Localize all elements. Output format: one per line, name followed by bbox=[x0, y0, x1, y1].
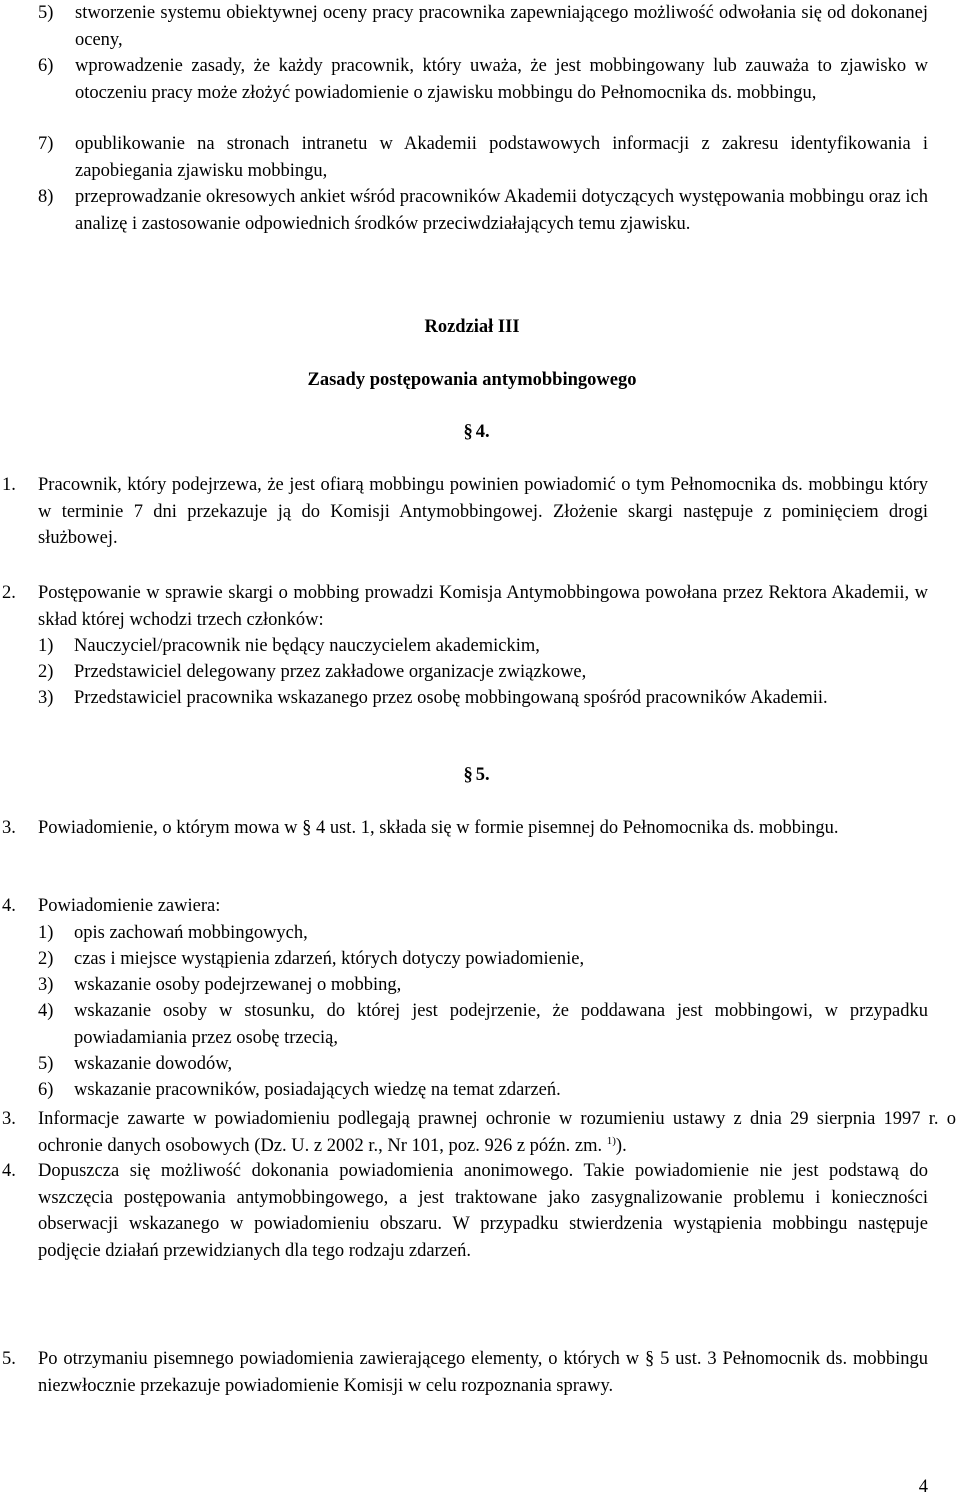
list-item-text: wskazanie osoby w stosunku, do której jest podejrzenie, że poddawana jest mobbingowi, w przypadku powiadamiania przez osobę trzecią, bbox=[74, 1001, 928, 1048]
list-item-number: 6) bbox=[38, 56, 54, 76]
paragraph bbox=[2, 1158, 928, 1264]
paragraph-number: 3. bbox=[2, 1109, 16, 1129]
list-item-number: 6) bbox=[38, 1080, 54, 1100]
list-item-number: 5) bbox=[38, 3, 54, 23]
paragraph-text-main: Informacje zawarte w powiadomieniu podlegają prawnej ochronie w rozumieniu ustawy z dnia 29 sierpnia 1997 r. o ochronie danych osobowych (Dz. U. z 2002 r., Nr 101, poz. 926 z późn. zm. bbox=[38, 1109, 956, 1156]
list-item-number: 3) bbox=[38, 688, 54, 708]
list-item-number: 5) bbox=[38, 1054, 54, 1074]
list-item bbox=[38, 0, 928, 53]
paragraph-text bbox=[2, 1106, 956, 1159]
paragraph bbox=[2, 815, 928, 842]
list-item-text: wprowadzenie zasady, że każdy pracownik, który uważa, że jest mobbingowany lub zauważa to zjawisko w otoczeniu pracy może złożyć powiadomienie o zjawisku mobbingu do Pełnomocnika ds. mobbingu, bbox=[75, 56, 928, 103]
page-number: 4 bbox=[918, 1477, 928, 1497]
paragraph bbox=[2, 1346, 928, 1399]
section-number: 4. bbox=[475, 422, 490, 442]
list-item bbox=[38, 53, 928, 106]
paragraph bbox=[2, 580, 928, 633]
paragraph-number: 3. bbox=[2, 818, 16, 838]
paragraph-text: Powiadomienie zawiera: bbox=[38, 896, 221, 916]
section-label bbox=[2, 762, 942, 789]
list-item-number: 1) bbox=[38, 923, 54, 943]
footnote-marker: 1) bbox=[606, 1134, 616, 1147]
section-sign-icon: § bbox=[302, 818, 312, 838]
list-item bbox=[38, 972, 928, 999]
list-item-text: wskazanie osoby podejrzewanej o mobbing, bbox=[74, 975, 402, 995]
list-item bbox=[38, 1077, 928, 1104]
list-item bbox=[38, 633, 928, 660]
paragraph-number: 5. bbox=[2, 1349, 16, 1369]
section-sign-icon: § bbox=[463, 422, 473, 442]
list-item-text: Przedstawiciel delegowany przez zakładowe organizacje związkowe, bbox=[74, 662, 587, 682]
paragraph-text: Po otrzymaniu pisemnego powiadomienia zawierającego elementy, o których w § 5 ust. 3 Pełnomocnik ds. mobbingu niezwłocznie przekazuje powiadomienie Komisji w celu rozpoznania sprawy. bbox=[38, 1349, 928, 1396]
paragraph-text: Pracownik, który podejrzewa, że jest ofiarą mobbingu powinien powiadomić o tym Pełnomocnika ds. mobbingu który w terminie 7 dni przekazuje ją do Komisji Antymobbingowej. Złożenie skargi następuje z pominięciem drogi służbowej. bbox=[38, 475, 928, 548]
paragraph-number: 2. bbox=[2, 583, 16, 603]
section-number: 5. bbox=[475, 765, 490, 785]
paragraph bbox=[2, 472, 928, 552]
paragraph-text: Dopuszcza się możliwość dokonania powiadomienia anonimowego. Takie powiadomienie nie jest podstawą do wszczęcia postępowania antymobbingowego, a jest traktowane jako zasygnalizowanie problemu i konieczności obserwacji wskazanego w powiadomieniu obszaru. W przypadku stwierdzenia wystąpienia mobbingu następuje podjęcie działań przewidzianych dla tego rodzaju zdarzeń. bbox=[38, 1161, 928, 1261]
list-item bbox=[38, 131, 928, 184]
paragraph-text: Powiadomienie, o którym mowa w § 4 ust. 1, składa się w formie pisemnej do Pełnomocnika ds. mobbingu. bbox=[38, 818, 839, 838]
list-item-text: opublikowanie na stronach intranetu w Akademii podstawowych informacji z zakresu identyfikowania i zapobiegania zjawisku mobbingu, bbox=[75, 134, 928, 181]
list-item-number: 2) bbox=[38, 662, 54, 682]
list-item-text: Nauczyciel/pracownik nie będący nauczycielem akademickim, bbox=[74, 636, 540, 656]
paragraph-number: 4. bbox=[2, 1161, 16, 1181]
list-item bbox=[38, 1051, 928, 1078]
list-item bbox=[38, 920, 928, 947]
list-item bbox=[38, 998, 928, 1051]
list-item-text: Przedstawiciel pracownika wskazanego przez osobę mobbingowaną spośród pracowników Akademii. bbox=[74, 688, 828, 708]
list-item bbox=[38, 659, 928, 686]
paragraph-text: Postępowanie w sprawie skargi o mobbing prowadzi Komisja Antymobbingowa powołana przez Rektora Akademii, w skład której wchodzi trzech członków: bbox=[38, 583, 928, 630]
list-item bbox=[38, 685, 928, 712]
list-item-number: 2) bbox=[38, 949, 54, 969]
paragraph-number: 4. bbox=[2, 896, 16, 916]
list-item-number: 3) bbox=[38, 975, 54, 995]
list-item bbox=[38, 184, 928, 237]
list-item-number: 4) bbox=[38, 1001, 54, 1021]
section-sign-icon: § bbox=[645, 1349, 655, 1369]
paragraph-text-end: ). bbox=[615, 1135, 627, 1156]
list-item-text: przeprowadzanie okresowych ankiet wśród pracowników Akademii dotyczących występowania mobbingu oraz ich analizę i zastosowanie odpowiednich środków przeciwdziałających temu zjawisku. bbox=[75, 187, 928, 234]
list-item-text: opis zachowań mobbingowych, bbox=[74, 923, 308, 943]
list-item-text: wskazanie dowodów, bbox=[74, 1054, 233, 1074]
list-item-text: stworzenie systemu obiektywnej oceny pracy pracownika zapewniającego możliwość odwołania się od dokonanej oceny, bbox=[75, 3, 928, 50]
list-item-number: 1) bbox=[38, 636, 54, 656]
paragraph-number: 1. bbox=[2, 475, 16, 495]
paragraph bbox=[2, 893, 928, 920]
section-sign-icon: § bbox=[463, 765, 473, 785]
list-item-number: 7) bbox=[38, 134, 54, 154]
section-label bbox=[2, 419, 942, 446]
chapter-subtitle: Zasady postępowania antymobbingowego bbox=[307, 370, 637, 390]
chapter-title: Rozdział III bbox=[424, 317, 520, 337]
list-item-text: wskazanie pracowników, posiadających wiedzę na temat zdarzeń. bbox=[74, 1080, 561, 1100]
paragraph bbox=[2, 1106, 956, 1159]
list-item-text: czas i miejsce wystąpienia zdarzeń, których dotyczy powiadomienie, bbox=[74, 949, 585, 969]
list-item-number: 8) bbox=[38, 187, 54, 207]
list-item bbox=[38, 946, 928, 973]
